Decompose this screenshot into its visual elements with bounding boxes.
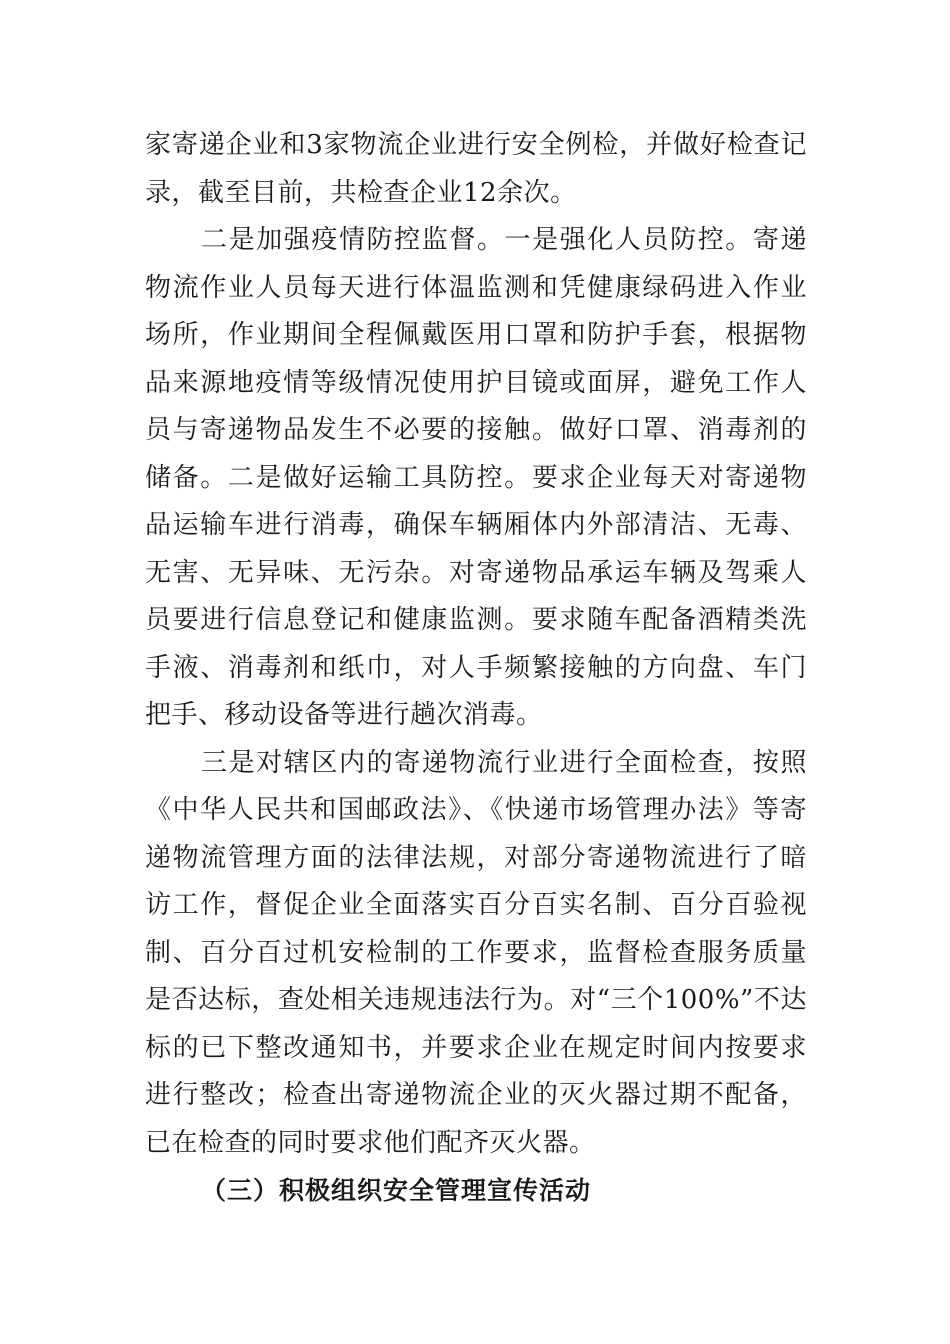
document-body bbox=[145, 122, 807, 1215]
section-heading: （三）积极组织安全管理宣传活动 bbox=[201, 1176, 592, 1205]
paragraph-comprehensive-inspection: 三是对辖区内的寄递物流行业进行全面检查，按照《中华人民共和国邮政法》、《快递市场管理办法》等寄递物流管理方面的法律法规，对部分寄递物流进行了暗访工作，督促企业全面落实百分百实名制、百分百验视制、百分百过机安检制的工作要求，监督检查服务质量是否达标，查处相关违规违法行为。对“三个100%”不达标的已下整改通知书，并要求企业在规定时间内按要求进行整改；检查出寄递物流企业的灭火器过期不配备，已在检查的同时要求他们配齐灭火器。 bbox=[145, 747, 807, 1158]
paragraph-continued-inspection: 家寄递企业和3家物流企业进行安全例检，并做好检查记录，截至目前，共检查企业12余次。 bbox=[145, 130, 807, 208]
paragraph-epidemic-control: 二是加强疫情防控监督。一是强化人员防控。寄递物流作业人员每天进行体温监测和凭健康绿码进入作业场所，作业期间全程佩戴医用口罩和防护手套，根据物品来源地疫情等级情况使用护目镜或面屏，避免工作人员与寄递物品发生不必要的接触。做好口罩、消毒剂的储备。二是做好运输工具防控。要求企业每天对寄递物品运输车进行消毒，确保车辆厢体内外部清洁、无毒、无害、无异味、无污杂。对寄递物品承运车辆及驾乘人员要进行信息登记和健康监测。要求随车配备酒精类洗手液、消毒剂和纸巾，对人手频繁接触的方向盘、车门把手、移动设备等进行趟次消毒。 bbox=[145, 225, 807, 730]
